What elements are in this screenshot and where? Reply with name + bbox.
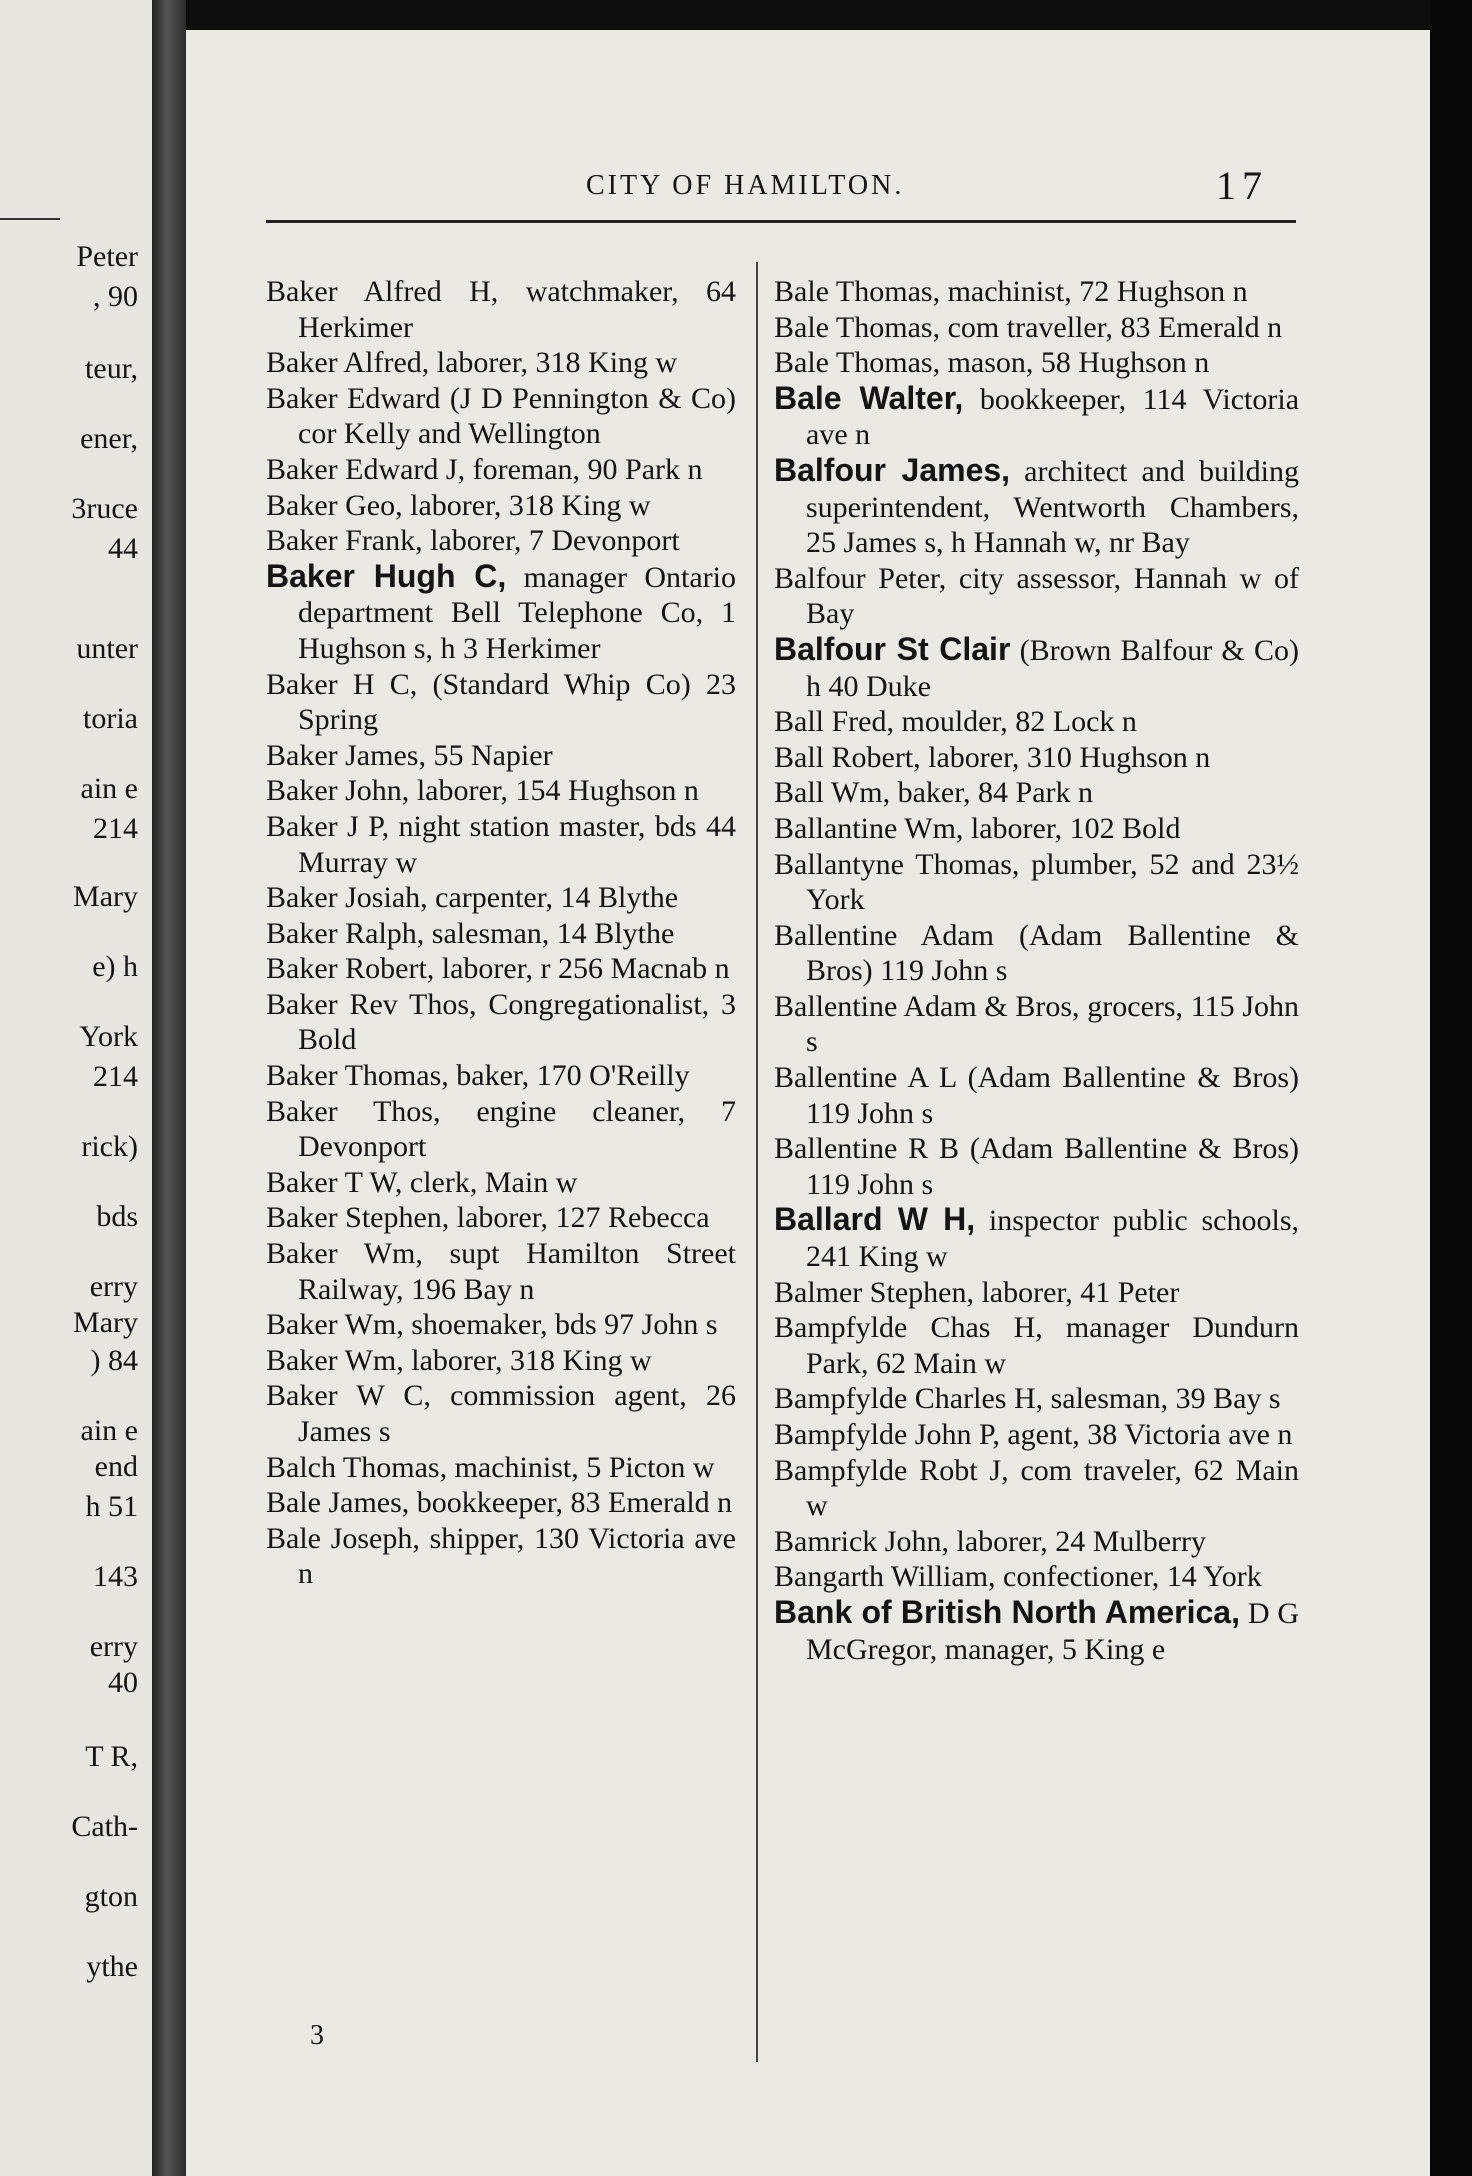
entry-name: Baker Wm,: [266, 1237, 423, 1271]
entry-details: manager Ontario department Bell Telephone Co, 1 Hughson s, h 3 Herkimer: [298, 560, 736, 665]
entry-name: Ballantine Wm,: [774, 811, 964, 845]
directory-entry: [266, 1236, 736, 1307]
entry-details: laborer, r 256 Macnab n: [434, 952, 730, 986]
entry-details: (Adam Ballentine & Bros) 119 John s: [806, 1132, 1299, 1201]
directory-entry: [774, 1310, 1299, 1381]
entry-details: salesman, 39 Bay s: [1043, 1382, 1281, 1416]
previous-page-text: erry: [89, 1270, 138, 1303]
directory-entry: [774, 274, 1299, 310]
entry-name: Baker Alfred H,: [266, 275, 499, 308]
entry-details: (Adam Ballentine & Bros) 119 John s: [806, 918, 1299, 988]
entry-name: Bampfylde Robt J,: [774, 1453, 1009, 1487]
previous-page-text: teur,: [85, 352, 138, 385]
directory-entry: [774, 1559, 1299, 1595]
directory-entry: [266, 1165, 736, 1201]
entry-name: Ballentine R B: [774, 1132, 960, 1166]
entry-details: baker, 170 O'Reilly: [448, 1059, 690, 1093]
entry-name: Balmer Stephen,: [774, 1275, 974, 1309]
directory-entry: [774, 740, 1299, 776]
entry-name: Bampfylde Chas H,: [774, 1311, 1043, 1345]
entry-details: laborer, 318 King w: [403, 1343, 652, 1377]
previous-page-text: 214: [93, 812, 138, 845]
previous-page-text: Cath-: [71, 1810, 138, 1843]
entry-name: Bamrick John,: [774, 1524, 949, 1558]
entry-name: Ballentine Adam: [774, 918, 994, 952]
entry-details: (Adam Ballentine & Bros) 119 John s: [806, 1061, 1299, 1130]
entry-details: commission agent, 26 James s: [298, 1379, 736, 1448]
directory-entry: [266, 1307, 736, 1343]
directory-entry: [266, 452, 736, 488]
entry-details: laborer, 318 King w: [402, 488, 651, 522]
directory-entry: [266, 1378, 736, 1449]
directory-entry: [774, 310, 1299, 346]
directory-entry: [266, 488, 736, 524]
directory-entry: [266, 1058, 736, 1094]
entry-details: D G McGregor, manager, 5 King e: [806, 1596, 1299, 1666]
previous-page-text: ythe: [86, 1950, 138, 1983]
directory-entry: [266, 951, 736, 987]
entry-name: Ball Robert,: [774, 740, 921, 774]
entry-name: Bale Joseph,: [266, 1521, 420, 1555]
entry-details: laborer, 318 King w: [429, 346, 678, 380]
directory-entry: [774, 1417, 1299, 1453]
previous-page-text: rick): [81, 1130, 138, 1163]
entry-name: Baker James,: [266, 738, 426, 772]
previous-page-text: bds: [96, 1200, 138, 1233]
entry-details: inspector public schools, 241 King w: [806, 1204, 1300, 1274]
entry-details: laborer, 24 Mulberry: [948, 1524, 1207, 1558]
entry-name: Baker Geo,: [266, 488, 403, 522]
entry-name: Baker Edward J,: [266, 452, 466, 486]
entry-name: Ballentine Adam & Bros,: [774, 989, 1080, 1023]
directory-page: [186, 30, 1430, 2176]
header-rule: [266, 220, 1296, 223]
entry-details: foreman, 90 Park n: [465, 452, 703, 486]
previous-page-text: 40: [108, 1666, 138, 1699]
previous-page-text: , 90: [93, 280, 138, 313]
entry-details: carpenter, 14 Blythe: [427, 881, 679, 915]
directory-entry: [266, 1485, 736, 1521]
entry-details: supt Hamilton Street Railway, 196 Bay n: [298, 1237, 736, 1306]
entry-details: laborer, 41 Peter: [973, 1275, 1180, 1309]
previous-page-text: end: [94, 1450, 138, 1483]
directory-entry: [774, 847, 1299, 918]
entry-name: Bale James,: [266, 1486, 410, 1520]
entry-name: Baker Wm,: [266, 1343, 404, 1377]
entry-details: clerk, Main w: [402, 1165, 578, 1199]
directory-entry: [266, 667, 736, 738]
entry-details: 55 Napier: [425, 738, 553, 772]
entry-name: Baker Stephen,: [266, 1201, 450, 1235]
entry-details: agent, 38 Victoria ave n: [999, 1418, 1293, 1451]
entry-details: laborer, 310 Hughson n: [920, 740, 1211, 774]
directory-entry: [266, 559, 736, 667]
entry-name: Ball Fred,: [774, 705, 894, 739]
previous-page-text: Peter: [76, 240, 138, 273]
entry-details: salesman, 14 Blythe: [424, 916, 675, 950]
directory-entry: [774, 704, 1299, 740]
entry-name: Baker Robert,: [266, 952, 435, 986]
directory-entry: [266, 1521, 736, 1592]
entry-name: Balfour Peter,: [774, 561, 947, 595]
directory-entry: [774, 775, 1299, 811]
directory-entry: [266, 523, 736, 559]
directory-entry: [266, 916, 736, 952]
entry-details: architect and building superintendent, Wentworth Chambers, 25 James s, h Hannah w, nr Bay: [806, 454, 1299, 560]
directory-entry: [266, 880, 736, 916]
entry-details: com traveler, 62 Main w: [806, 1453, 1299, 1523]
entry-details: (J D Pennington & Co) cor Kelly and Wellington: [298, 381, 736, 451]
entry-name: Ball Wm,: [774, 776, 891, 810]
entry-name: Baker H C,: [266, 667, 418, 701]
entry-name: Bank of British North America,: [774, 1593, 1240, 1630]
directory-entry: [774, 1524, 1299, 1560]
entry-name: Balch Thomas,: [266, 1450, 448, 1484]
directory-entry: [774, 1060, 1299, 1131]
previous-page-text: York: [79, 1020, 138, 1053]
previous-page-text: Mary: [73, 880, 138, 913]
entry-details: shipper, 130 Victoria ave n: [298, 1521, 736, 1591]
previous-page-text: h 51: [85, 1490, 138, 1523]
entry-name: Baker Wm,: [266, 1308, 404, 1342]
entry-details: (Brown Balfour & Co) h 40 Duke: [806, 633, 1299, 703]
entry-name: Bampfylde John P,: [774, 1418, 1000, 1451]
directory-entry: [774, 1202, 1299, 1274]
entry-details: engine cleaner, 7 Devonport: [298, 1094, 736, 1164]
entry-name: Baker Rev Thos,: [266, 987, 477, 1021]
entry-details: bookkeeper, 114 Victoria ave n: [806, 382, 1300, 452]
directory-entry: [266, 809, 736, 880]
left-column: [266, 274, 736, 1592]
directory-entry: [774, 1275, 1299, 1311]
entry-details: mason, 58 Hughson n: [940, 346, 1210, 380]
directory-entry: [774, 811, 1299, 847]
page-edge: [1430, 0, 1472, 2176]
previous-page-text: toria: [83, 702, 138, 735]
previous-page-strip: [0, 0, 152, 2176]
previous-page-text: 3ruce: [71, 492, 138, 525]
entry-name: Bale Thomas,: [774, 310, 941, 344]
directory-entry: [266, 987, 736, 1058]
entry-details: laborer, 102 Bold: [963, 811, 1181, 845]
entry-details: laborer, 127 Rebecca: [449, 1201, 710, 1235]
entry-name: Baker Thos,: [266, 1094, 441, 1128]
previous-page-text: 143: [93, 1560, 138, 1593]
directory-entry: [774, 381, 1299, 453]
entry-details: night station master, bds 44 Murray w: [298, 809, 736, 879]
directory-entry: [774, 918, 1299, 989]
entry-name: Balfour St Clair: [774, 630, 1011, 667]
directory-entry: [774, 561, 1299, 632]
entry-details: Congregationalist, 3 Bold: [298, 987, 736, 1057]
directory-entry: [774, 345, 1299, 381]
directory-entry: [774, 632, 1299, 704]
entry-name: Baker Edward: [266, 381, 441, 415]
previous-page-text: ain e: [80, 1414, 138, 1447]
directory-entry: [266, 1200, 736, 1236]
entry-details: baker, 84 Park n: [890, 776, 1094, 810]
entry-details: manager Dundurn Park, 62 Main w: [806, 1311, 1299, 1380]
entry-details: machinist, 5 Picton w: [447, 1450, 715, 1484]
entry-details: moulder, 82 Lock n: [894, 705, 1137, 739]
signature-mark: 3: [310, 2020, 324, 2051]
directory-entry: [774, 989, 1299, 1060]
entry-name: Bale Walter,: [774, 379, 964, 416]
directory-entry: [266, 1094, 736, 1165]
directory-entry: [266, 345, 736, 381]
directory-entry: [774, 1453, 1299, 1524]
entry-name: Bampfylde Charles H,: [774, 1382, 1044, 1416]
directory-entry: [266, 1343, 736, 1379]
entry-name: Baker Josiah,: [266, 881, 428, 915]
directory-entry: [774, 453, 1299, 561]
previous-page-text: ) 84: [90, 1344, 138, 1377]
previous-page-text: Mary: [73, 1306, 138, 1339]
previous-page-text: erry: [89, 1630, 138, 1663]
directory-entry: [266, 1450, 736, 1486]
column-divider: [756, 262, 758, 2062]
entry-name: Ballentine A L: [774, 1061, 957, 1095]
entry-details: laborer, 154 Hughson n: [409, 774, 699, 808]
entry-details: bookkeeper, 83 Emerald n: [409, 1486, 733, 1520]
entry-details: plumber, 52 and 23½ York: [806, 847, 1299, 917]
entry-details: watchmaker, 64 Herkimer: [298, 275, 737, 344]
entry-name: Bale Thomas,: [774, 275, 941, 308]
previous-page-text: ain e: [80, 772, 138, 805]
previous-page-text: unter: [76, 632, 138, 665]
directory-entry: [266, 381, 736, 452]
page-header: CITY OF HAMILTON.: [586, 170, 905, 201]
entry-name: Baker J P,: [266, 809, 390, 843]
entry-name: Baker T W,: [266, 1165, 403, 1199]
previous-page-text: e) h: [92, 950, 138, 983]
directory-entry: [266, 738, 736, 774]
entry-name: Baker John,: [266, 774, 410, 808]
entry-name: Baker Thomas,: [266, 1059, 449, 1093]
right-column: [774, 274, 1299, 1667]
directory-entry: [266, 274, 736, 345]
entry-name: Baker Hugh C,: [266, 557, 507, 594]
previous-page-text: gton: [84, 1880, 138, 1913]
previous-page-text: 214: [93, 1060, 138, 1093]
entry-details: shoemaker, bds 97 John s: [403, 1308, 718, 1342]
entry-details: (Standard Whip Co) 23 Spring: [298, 667, 736, 737]
entry-details: laborer, 7 Devonport: [422, 524, 680, 558]
entry-name: Baker Frank,: [266, 524, 423, 558]
entry-name: Baker W C,: [266, 1379, 431, 1413]
previous-page-text: T R,: [85, 1740, 138, 1773]
entry-name: Baker Ralph,: [266, 916, 425, 950]
previous-page-text: 44: [108, 532, 138, 565]
entry-details: machinist, 72 Hughson n: [940, 275, 1248, 308]
entry-name: Baker Alfred,: [266, 346, 430, 380]
entry-name: Bangarth William,: [774, 1560, 996, 1594]
entry-name: Ballantyne Thomas,: [774, 847, 1020, 881]
directory-entry: [266, 773, 736, 809]
entry-name: Ballard W H,: [774, 1201, 976, 1238]
entry-details: city assessor, Hannah w of Bay: [806, 561, 1299, 631]
previous-page-text: ener,: [80, 422, 138, 455]
entry-name: Balfour James,: [774, 451, 1011, 488]
directory-entry: [774, 1131, 1299, 1202]
previous-page-rule: [0, 218, 60, 220]
page-number: 17: [1216, 163, 1268, 208]
directory-entry: [774, 1381, 1299, 1417]
book-gutter: [152, 0, 186, 2176]
entry-details: grocers, 115 John s: [806, 989, 1299, 1059]
directory-entry: [774, 1595, 1299, 1667]
entry-name: Bale Thomas,: [774, 346, 941, 380]
entry-details: confectioner, 14 York: [995, 1560, 1262, 1594]
entry-details: com traveller, 83 Emerald n: [940, 310, 1283, 344]
